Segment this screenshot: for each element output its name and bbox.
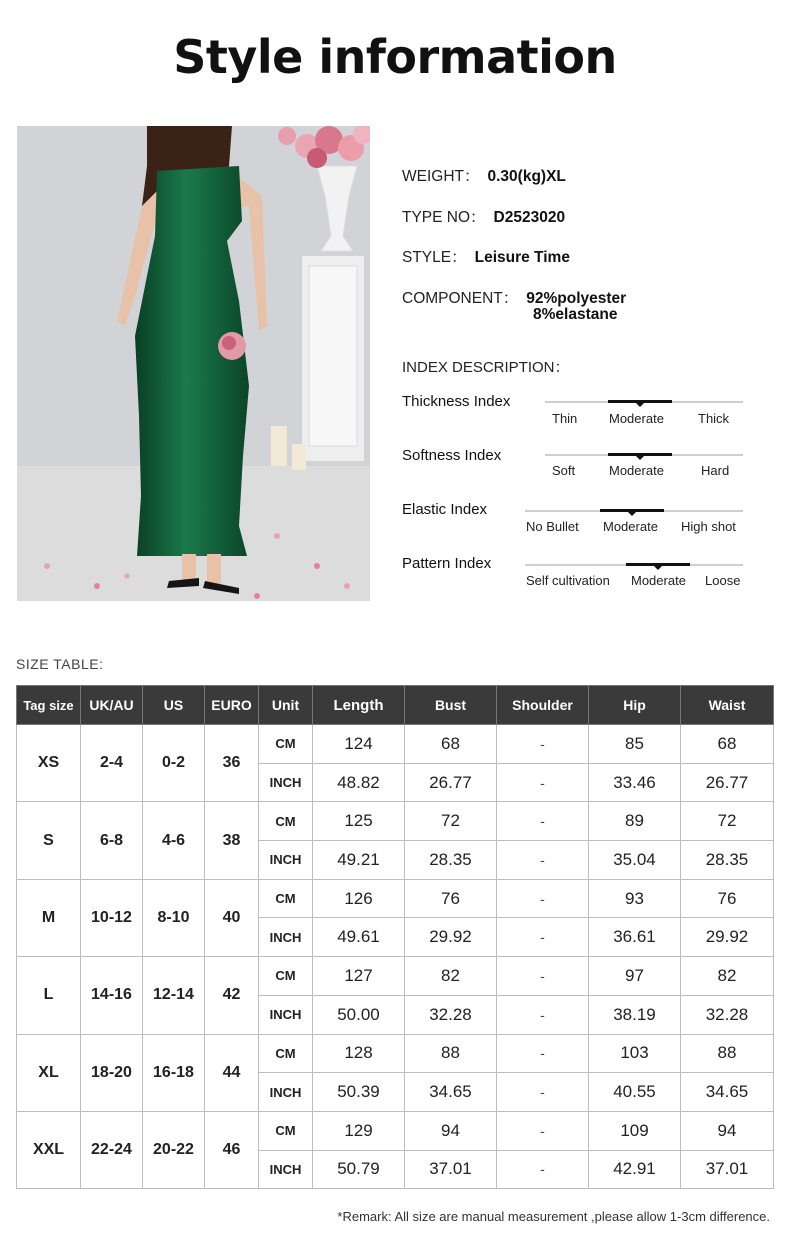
table-row: [17, 879, 774, 918]
uk-au-cell: 6-8: [81, 802, 143, 879]
size-table-caption: SIZE TABLE:: [16, 656, 104, 672]
hip-cell: 33.46: [589, 763, 681, 802]
pattern-index-label: Pattern Index: [402, 555, 492, 572]
pattern-option-loose: Loose: [705, 573, 741, 588]
tag-size-cell: XL: [17, 1034, 81, 1111]
shoulder-cell: -: [497, 879, 589, 918]
hip-cell: 85: [589, 725, 681, 764]
hip-cell: 36.61: [589, 918, 681, 957]
shoulder-cell: -: [497, 995, 589, 1034]
hip-cell: 38.19: [589, 995, 681, 1034]
euro-cell: 36: [205, 725, 259, 802]
us-cell: 0-2: [143, 725, 205, 802]
uk-au-cell: 10-12: [81, 879, 143, 956]
table-row: [17, 725, 774, 764]
length-cell: 127: [313, 957, 405, 996]
bust-cell: 88: [405, 1034, 497, 1073]
length-cell: 124: [313, 725, 405, 764]
shoulder-cell: -: [497, 1150, 589, 1189]
thickness-option-moderate: Moderate: [609, 411, 664, 426]
length-cell: 125: [313, 802, 405, 841]
shoulder-cell: -: [497, 725, 589, 764]
length-cell: 128: [313, 1034, 405, 1073]
index-description-heading: INDEX DESCRIPTION：: [402, 359, 570, 376]
hip-cell: 42.91: [589, 1150, 681, 1189]
thickness-option-thin: Thin: [552, 411, 578, 426]
unit-cell: CM: [259, 725, 313, 764]
pattern-option-moderate: Moderate: [631, 573, 686, 588]
unit-cell: INCH: [259, 918, 313, 957]
us-cell: 20-22: [143, 1111, 205, 1188]
type-row: [402, 205, 565, 227]
bust-cell: 72: [405, 802, 497, 841]
length-cell: 48.82: [313, 763, 405, 802]
softness-option-moderate: Moderate: [609, 463, 664, 478]
header-euro: EURO: [205, 686, 259, 725]
header-uk-au: UK/AU: [81, 686, 143, 725]
tag-size-cell: XXL: [17, 1111, 81, 1188]
style-value: Leisure Time: [474, 249, 570, 266]
pattern-index-pointer: [654, 566, 662, 570]
unit-cell: INCH: [259, 841, 313, 880]
bust-cell: 32.28: [405, 995, 497, 1034]
header-shoulder: Shoulder: [497, 686, 589, 725]
style-row: [402, 245, 570, 267]
shoulder-cell: -: [497, 841, 589, 880]
length-cell: 50.00: [313, 995, 405, 1034]
tag-size-cell: S: [17, 802, 81, 879]
component-row-2: [533, 306, 617, 324]
weight-label: WEIGHT：: [402, 168, 480, 185]
euro-cell: 42: [205, 957, 259, 1034]
component-row: [402, 286, 626, 308]
bust-cell: 28.35: [405, 841, 497, 880]
size-table-header-row: [17, 686, 774, 725]
header-tag-size: Tag size: [17, 686, 81, 725]
softness-index-label: Softness Index: [402, 447, 502, 464]
type-value: D2523020: [493, 209, 566, 226]
tag-size-cell: M: [17, 879, 81, 956]
table-row: [17, 1111, 774, 1150]
uk-au-cell: 14-16: [81, 957, 143, 1034]
component-value-1: 92%polyester: [526, 290, 627, 307]
unit-cell: CM: [259, 1111, 313, 1150]
length-cell: 49.21: [313, 841, 405, 880]
table-row: [17, 957, 774, 996]
unit-cell: INCH: [259, 1073, 313, 1112]
tag-size-cell: L: [17, 957, 81, 1034]
header-hip: Hip: [589, 686, 681, 725]
bust-cell: 68: [405, 725, 497, 764]
bust-cell: 34.65: [405, 1073, 497, 1112]
thickness-option-thick: Thick: [698, 411, 730, 426]
bust-cell: 37.01: [405, 1150, 497, 1189]
waist-cell: 82: [681, 957, 774, 996]
table-row: [17, 802, 774, 841]
component-label: COMPONENT：: [402, 290, 519, 307]
softness-option-hard: Hard: [701, 463, 730, 478]
waist-cell: 88: [681, 1034, 774, 1073]
uk-au-cell: 2-4: [81, 725, 143, 802]
header-us: US: [143, 686, 205, 725]
style-label: STYLE：: [402, 249, 467, 266]
length-cell: 126: [313, 879, 405, 918]
elastic-option-high-shot: High shot: [681, 519, 736, 534]
bust-cell: 82: [405, 957, 497, 996]
euro-cell: 40: [205, 879, 259, 956]
euro-cell: 46: [205, 1111, 259, 1188]
softness-option-soft: Soft: [552, 463, 576, 478]
header-length: Length: [313, 686, 405, 725]
hip-cell: 93: [589, 879, 681, 918]
softness-index-pointer: [636, 456, 644, 460]
uk-au-cell: 18-20: [81, 1034, 143, 1111]
shoulder-cell: -: [497, 1111, 589, 1150]
length-cell: 50.39: [313, 1073, 405, 1112]
shoulder-cell: -: [497, 918, 589, 957]
unit-cell: INCH: [259, 763, 313, 802]
bust-cell: 26.77: [405, 763, 497, 802]
shoulder-cell: -: [497, 1034, 589, 1073]
elastic-option-moderate: Moderate: [603, 519, 658, 534]
type-label: TYPE NO：: [402, 209, 486, 226]
elastic-index-label: Elastic Index: [402, 501, 488, 518]
length-cell: 129: [313, 1111, 405, 1150]
bust-cell: 76: [405, 879, 497, 918]
elastic-option-no-bullet: No Bullet: [526, 519, 579, 534]
us-cell: 12-14: [143, 957, 205, 1034]
component-value-2: 8%elastane: [533, 306, 618, 323]
tag-size-cell: XS: [17, 725, 81, 802]
unit-cell: CM: [259, 1034, 313, 1073]
remark-note: *Remark: All size are manual measurement ,please allow 1-3cm difference.: [337, 1209, 770, 1224]
elastic-index-pointer: [628, 512, 636, 516]
waist-cell: 28.35: [681, 841, 774, 880]
uk-au-cell: 22-24: [81, 1111, 143, 1188]
weight-value: 0.30(kg)XL: [487, 168, 566, 185]
product-photo: [17, 126, 370, 601]
bust-cell: 29.92: [405, 918, 497, 957]
unit-cell: CM: [259, 802, 313, 841]
page-title: Style information: [173, 30, 617, 84]
hip-cell: 40.55: [589, 1073, 681, 1112]
us-cell: 8-10: [143, 879, 205, 956]
thickness-index-pointer: [636, 403, 644, 407]
length-cell: 49.61: [313, 918, 405, 957]
header-waist: Waist: [681, 686, 774, 725]
us-cell: 4-6: [143, 802, 205, 879]
hip-cell: 103: [589, 1034, 681, 1073]
waist-cell: 26.77: [681, 763, 774, 802]
table-row: [17, 1034, 774, 1073]
shoulder-cell: -: [497, 1073, 589, 1112]
hip-cell: 89: [589, 802, 681, 841]
us-cell: 16-18: [143, 1034, 205, 1111]
unit-cell: CM: [259, 879, 313, 918]
shoulder-cell: -: [497, 957, 589, 996]
waist-cell: 34.65: [681, 1073, 774, 1112]
waist-cell: 37.01: [681, 1150, 774, 1189]
waist-cell: 72: [681, 802, 774, 841]
euro-cell: 44: [205, 1034, 259, 1111]
bust-cell: 94: [405, 1111, 497, 1150]
euro-cell: 38: [205, 802, 259, 879]
hip-cell: 109: [589, 1111, 681, 1150]
shoulder-cell: -: [497, 763, 589, 802]
shoulder-cell: -: [497, 802, 589, 841]
pattern-option-self-cultivation: Self cultivation: [526, 573, 610, 588]
size-table: [16, 685, 774, 1189]
length-cell: 50.79: [313, 1150, 405, 1189]
hip-cell: 35.04: [589, 841, 681, 880]
waist-cell: 29.92: [681, 918, 774, 957]
unit-cell: CM: [259, 957, 313, 996]
unit-cell: INCH: [259, 1150, 313, 1189]
waist-cell: 32.28: [681, 995, 774, 1034]
weight-row: [402, 164, 566, 186]
thickness-index-label: Thickness Index: [402, 393, 511, 410]
hip-cell: 97: [589, 957, 681, 996]
header-bust: Bust: [405, 686, 497, 725]
waist-cell: 94: [681, 1111, 774, 1150]
header-unit: Unit: [259, 686, 313, 725]
waist-cell: 76: [681, 879, 774, 918]
unit-cell: INCH: [259, 995, 313, 1034]
waist-cell: 68: [681, 725, 774, 764]
